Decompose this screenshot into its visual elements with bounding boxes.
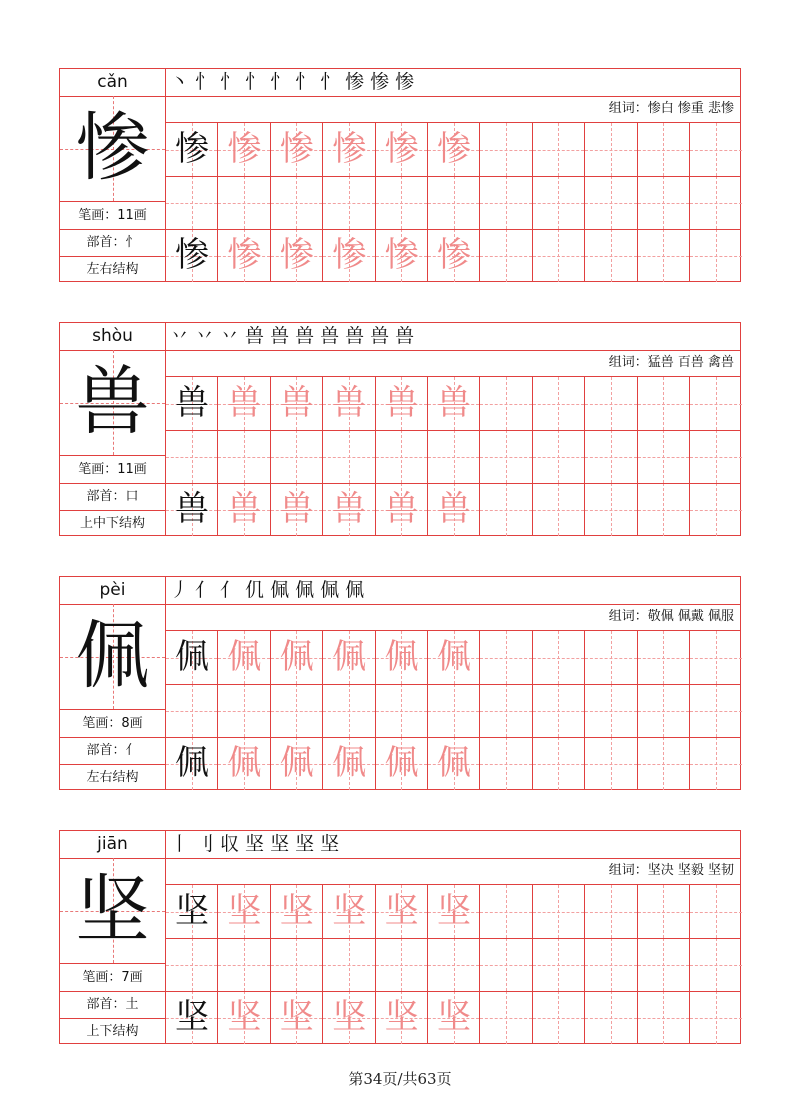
grid-cell[interactable] <box>690 483 742 536</box>
grid-cell[interactable] <box>585 885 637 938</box>
grid-row-line <box>166 938 740 939</box>
trace-character: 惨 <box>227 129 262 169</box>
grid-cell[interactable] <box>690 229 742 282</box>
radical: 部首：亻 <box>60 737 165 765</box>
grid-cell[interactable] <box>690 430 742 483</box>
grid-cell[interactable] <box>271 938 323 991</box>
grid-cell[interactable] <box>638 430 690 483</box>
trace-character: 佩 <box>437 637 471 677</box>
model-character: 惨 <box>175 235 209 275</box>
page-footer: 第34页/共63页 <box>348 1070 452 1088</box>
stroke-step: 佩 <box>270 579 290 601</box>
stroke-step: 丶 <box>170 71 190 93</box>
grid-cell[interactable] <box>638 631 690 684</box>
big-character-box <box>60 604 165 710</box>
word-examples: 组词：猛兽 百兽 禽兽 <box>166 350 740 377</box>
grid-cell[interactable] <box>218 430 270 483</box>
stroke-step: 兽 <box>320 325 340 347</box>
trace-character: 兽 <box>332 489 367 529</box>
stroke-step: 兽 <box>370 325 390 347</box>
trace-character: 佩 <box>437 743 471 783</box>
stroke-step: 惨 <box>395 71 415 93</box>
stroke-step: 佩 <box>320 579 340 601</box>
stroke-step: 忄 <box>245 71 265 93</box>
trace-character: 佩 <box>384 637 419 677</box>
grid-cell[interactable] <box>638 483 690 536</box>
grid-cell[interactable] <box>690 123 742 176</box>
trace-character: 坚 <box>437 891 471 931</box>
stroke-step: 忄 <box>270 71 290 93</box>
pinyin: shòu <box>60 323 165 351</box>
word-examples: 组词：惨白 惨重 悲惨 <box>166 96 740 123</box>
trace-character: 佩 <box>332 743 367 783</box>
trace-character: 兽 <box>227 489 262 529</box>
grid-cell[interactable] <box>638 885 690 938</box>
pinyin: jiān <box>60 831 165 859</box>
model-character: 兽 <box>175 489 209 529</box>
big-character-box <box>60 350 165 456</box>
trace-character: 坚 <box>384 997 419 1037</box>
big-character: 佩 <box>75 613 150 699</box>
practice-grid <box>166 377 740 535</box>
stroke-step: 佩 <box>295 579 315 601</box>
stroke-step: 兽 <box>295 325 315 347</box>
grid-cell[interactable] <box>428 684 480 737</box>
grid-cell[interactable] <box>690 991 742 1044</box>
big-character-box <box>60 858 165 964</box>
stroke-step: 亻 <box>220 579 240 601</box>
grid-cell[interactable] <box>480 938 532 991</box>
grid-cell[interactable] <box>533 885 585 938</box>
stroke-step: 兽 <box>245 325 265 347</box>
model-character: 惨 <box>175 129 209 169</box>
info-column <box>60 831 166 1043</box>
grid-cell[interactable] <box>480 737 532 790</box>
grid-cell[interactable] <box>690 938 742 991</box>
grid-cell[interactable] <box>271 430 323 483</box>
stroke-step: 刂 <box>195 833 215 855</box>
grid-cell[interactable] <box>638 737 690 790</box>
grid-cell[interactable] <box>376 684 428 737</box>
grid-cell[interactable] <box>690 684 742 737</box>
model-character: 佩 <box>175 637 209 677</box>
model-character: 兽 <box>175 383 209 423</box>
grid-cell[interactable] <box>480 123 532 176</box>
trace-character: 坚 <box>332 997 367 1037</box>
big-character: 惨 <box>75 105 150 191</box>
grid-cell[interactable] <box>585 737 637 790</box>
stroke-step: 佩 <box>345 579 365 601</box>
grid-cell[interactable] <box>166 430 218 483</box>
grid-cell[interactable] <box>218 684 270 737</box>
grid-cell[interactable] <box>533 737 585 790</box>
trace-character: 兽 <box>437 383 471 423</box>
stroke-step: 忄 <box>195 71 215 93</box>
trace-character: 惨 <box>437 235 471 275</box>
trace-character: 惨 <box>384 235 419 275</box>
trace-character: 佩 <box>279 637 314 677</box>
stroke-step: 丨 <box>170 833 190 855</box>
trace-character: 兽 <box>437 489 471 529</box>
structure: 左右结构 <box>86 262 139 277</box>
grid-cell[interactable] <box>690 176 742 229</box>
grid-cell[interactable] <box>585 684 637 737</box>
word-examples: 组词：敬佩 佩戴 佩服 <box>166 604 740 631</box>
grid-row-line <box>166 176 740 177</box>
stroke-step: 兽 <box>345 325 365 347</box>
grid-cell[interactable] <box>533 938 585 991</box>
grid-cell[interactable] <box>638 991 690 1044</box>
info-column <box>60 69 166 281</box>
stroke-order <box>166 323 740 351</box>
stroke-step: 忄 <box>220 71 240 93</box>
grid-cell[interactable] <box>323 938 375 991</box>
grid-cell[interactable] <box>376 938 428 991</box>
grid-cell[interactable] <box>166 938 218 991</box>
trace-character: 坚 <box>227 997 262 1037</box>
character-sheet-4 <box>59 830 741 1044</box>
grid-cell[interactable] <box>638 229 690 282</box>
grid-cell[interactable] <box>638 176 690 229</box>
grid-cell[interactable] <box>480 885 532 938</box>
big-character: 坚 <box>75 867 150 953</box>
trace-character: 坚 <box>227 891 262 931</box>
stroke-step: 忄 <box>320 71 340 93</box>
trace-character: 佩 <box>279 743 314 783</box>
grid-cell[interactable] <box>690 885 742 938</box>
grid-cell[interactable] <box>533 123 585 176</box>
grid-cell[interactable] <box>323 176 375 229</box>
grid-cell[interactable] <box>480 991 532 1044</box>
trace-character: 佩 <box>384 743 419 783</box>
stroke-order <box>166 577 740 605</box>
grid-cell[interactable] <box>533 483 585 536</box>
grid-cell[interactable] <box>218 176 270 229</box>
stroke-count: 笔画：11画 <box>60 456 165 484</box>
trace-character: 坚 <box>332 891 367 931</box>
grid-cell[interactable] <box>480 430 532 483</box>
grid-cell[interactable] <box>376 430 428 483</box>
stroke-step: 坚 <box>270 833 290 855</box>
grid-cell[interactable] <box>585 483 637 536</box>
grid-cell[interactable] <box>480 631 532 684</box>
grid-cell[interactable] <box>166 176 218 229</box>
pinyin: cǎn <box>60 69 165 97</box>
grid-cell[interactable] <box>585 123 637 176</box>
grid-cell[interactable] <box>585 631 637 684</box>
model-character: 坚 <box>175 997 209 1037</box>
grid-cell[interactable] <box>323 684 375 737</box>
grid-cell[interactable] <box>533 430 585 483</box>
grid-cell[interactable] <box>690 377 742 430</box>
grid-cell[interactable] <box>533 684 585 737</box>
trace-character: 惨 <box>332 129 367 169</box>
stroke-count: 笔画：11画 <box>60 202 165 230</box>
practice-grid <box>166 885 740 1043</box>
trace-character: 兽 <box>279 489 314 529</box>
character-sheet-3 <box>59 576 741 790</box>
trace-character: 惨 <box>279 129 314 169</box>
stroke-step: 惨 <box>345 71 365 93</box>
trace-character: 佩 <box>332 637 367 677</box>
big-character-box <box>60 96 165 202</box>
stroke-step: 坚 <box>320 833 340 855</box>
grid-cell[interactable] <box>638 123 690 176</box>
stroke-step: 忄 <box>295 71 315 93</box>
radical: 部首：忄 <box>60 229 165 257</box>
grid-cell[interactable] <box>480 377 532 430</box>
grid-cell[interactable] <box>271 684 323 737</box>
grid-cell[interactable] <box>585 176 637 229</box>
radical: 部首：口 <box>60 483 165 511</box>
grid-cell[interactable] <box>638 938 690 991</box>
grid-cell[interactable] <box>533 176 585 229</box>
grid-cell[interactable] <box>638 684 690 737</box>
grid-cell[interactable] <box>480 684 532 737</box>
trace-character: 佩 <box>227 743 262 783</box>
stroke-step: 丿 <box>170 579 190 601</box>
stroke-step: 坚 <box>295 833 315 855</box>
grid-cell[interactable] <box>480 176 532 229</box>
word-examples: 组词：坚决 坚毅 坚韧 <box>166 858 740 885</box>
trace-character: 坚 <box>437 997 471 1037</box>
grid-row-line <box>166 684 740 685</box>
stroke-step: 惨 <box>370 71 390 93</box>
grid-cell[interactable] <box>480 229 532 282</box>
trace-character: 兽 <box>227 383 262 423</box>
grid-cell[interactable] <box>533 229 585 282</box>
structure: 左右结构 <box>86 770 139 785</box>
grid-cell[interactable] <box>428 938 480 991</box>
model-character: 坚 <box>175 891 209 931</box>
trace-character: 兽 <box>384 383 419 423</box>
grid-cell[interactable] <box>585 938 637 991</box>
grid-cell[interactable] <box>638 377 690 430</box>
grid-row-line <box>166 430 740 431</box>
stroke-step: 兽 <box>270 325 290 347</box>
stroke-order <box>166 69 740 97</box>
character-sheet-2 <box>59 322 741 536</box>
structure: 上下结构 <box>86 1024 139 1039</box>
info-column <box>60 577 166 789</box>
stroke-count: 笔画：8画 <box>60 710 165 738</box>
stroke-step: 収 <box>220 833 240 855</box>
trace-character: 佩 <box>227 637 262 677</box>
model-character: 佩 <box>175 743 209 783</box>
grid-cell[interactable] <box>585 991 637 1044</box>
trace-character: 惨 <box>332 235 367 275</box>
stroke-step: 丷 <box>220 325 240 347</box>
grid-cell[interactable] <box>428 430 480 483</box>
trace-character: 坚 <box>279 891 314 931</box>
grid-cell[interactable] <box>533 377 585 430</box>
stroke-step: 兽 <box>395 325 415 347</box>
stroke-step: 亻 <box>195 579 215 601</box>
stroke-step: 坚 <box>245 833 265 855</box>
trace-character: 兽 <box>384 489 419 529</box>
radical: 部首：土 <box>60 991 165 1019</box>
grid-cell[interactable] <box>271 176 323 229</box>
grid-cell[interactable] <box>533 991 585 1044</box>
stroke-order <box>166 831 740 859</box>
trace-character: 惨 <box>384 129 419 169</box>
grid-cell[interactable] <box>218 938 270 991</box>
trace-character: 兽 <box>332 383 367 423</box>
practice-grid <box>166 123 740 281</box>
trace-character: 坚 <box>384 891 419 931</box>
trace-character: 惨 <box>279 235 314 275</box>
structure: 上中下结构 <box>79 516 145 531</box>
stroke-step: 仉 <box>245 579 265 601</box>
info-column <box>60 323 166 535</box>
grid-cell[interactable] <box>690 631 742 684</box>
stroke-step: 丷 <box>170 325 190 347</box>
grid-cell[interactable] <box>585 430 637 483</box>
trace-character: 惨 <box>227 235 262 275</box>
grid-cell[interactable] <box>166 684 218 737</box>
stroke-step: 丷 <box>195 325 215 347</box>
trace-character: 惨 <box>437 129 471 169</box>
grid-cell[interactable] <box>585 229 637 282</box>
grid-cell[interactable] <box>376 176 428 229</box>
grid-cell[interactable] <box>323 430 375 483</box>
pinyin: pèi <box>60 577 165 605</box>
big-character: 兽 <box>75 359 150 445</box>
character-sheet-1 <box>59 68 741 282</box>
stroke-count: 笔画：7画 <box>60 964 165 992</box>
grid-cell[interactable] <box>428 176 480 229</box>
practice-grid <box>166 631 740 789</box>
grid-cell[interactable] <box>533 631 585 684</box>
grid-cell[interactable] <box>690 737 742 790</box>
trace-character: 兽 <box>279 383 314 423</box>
grid-cell[interactable] <box>480 483 532 536</box>
trace-character: 坚 <box>279 997 314 1037</box>
grid-cell[interactable] <box>585 377 637 430</box>
